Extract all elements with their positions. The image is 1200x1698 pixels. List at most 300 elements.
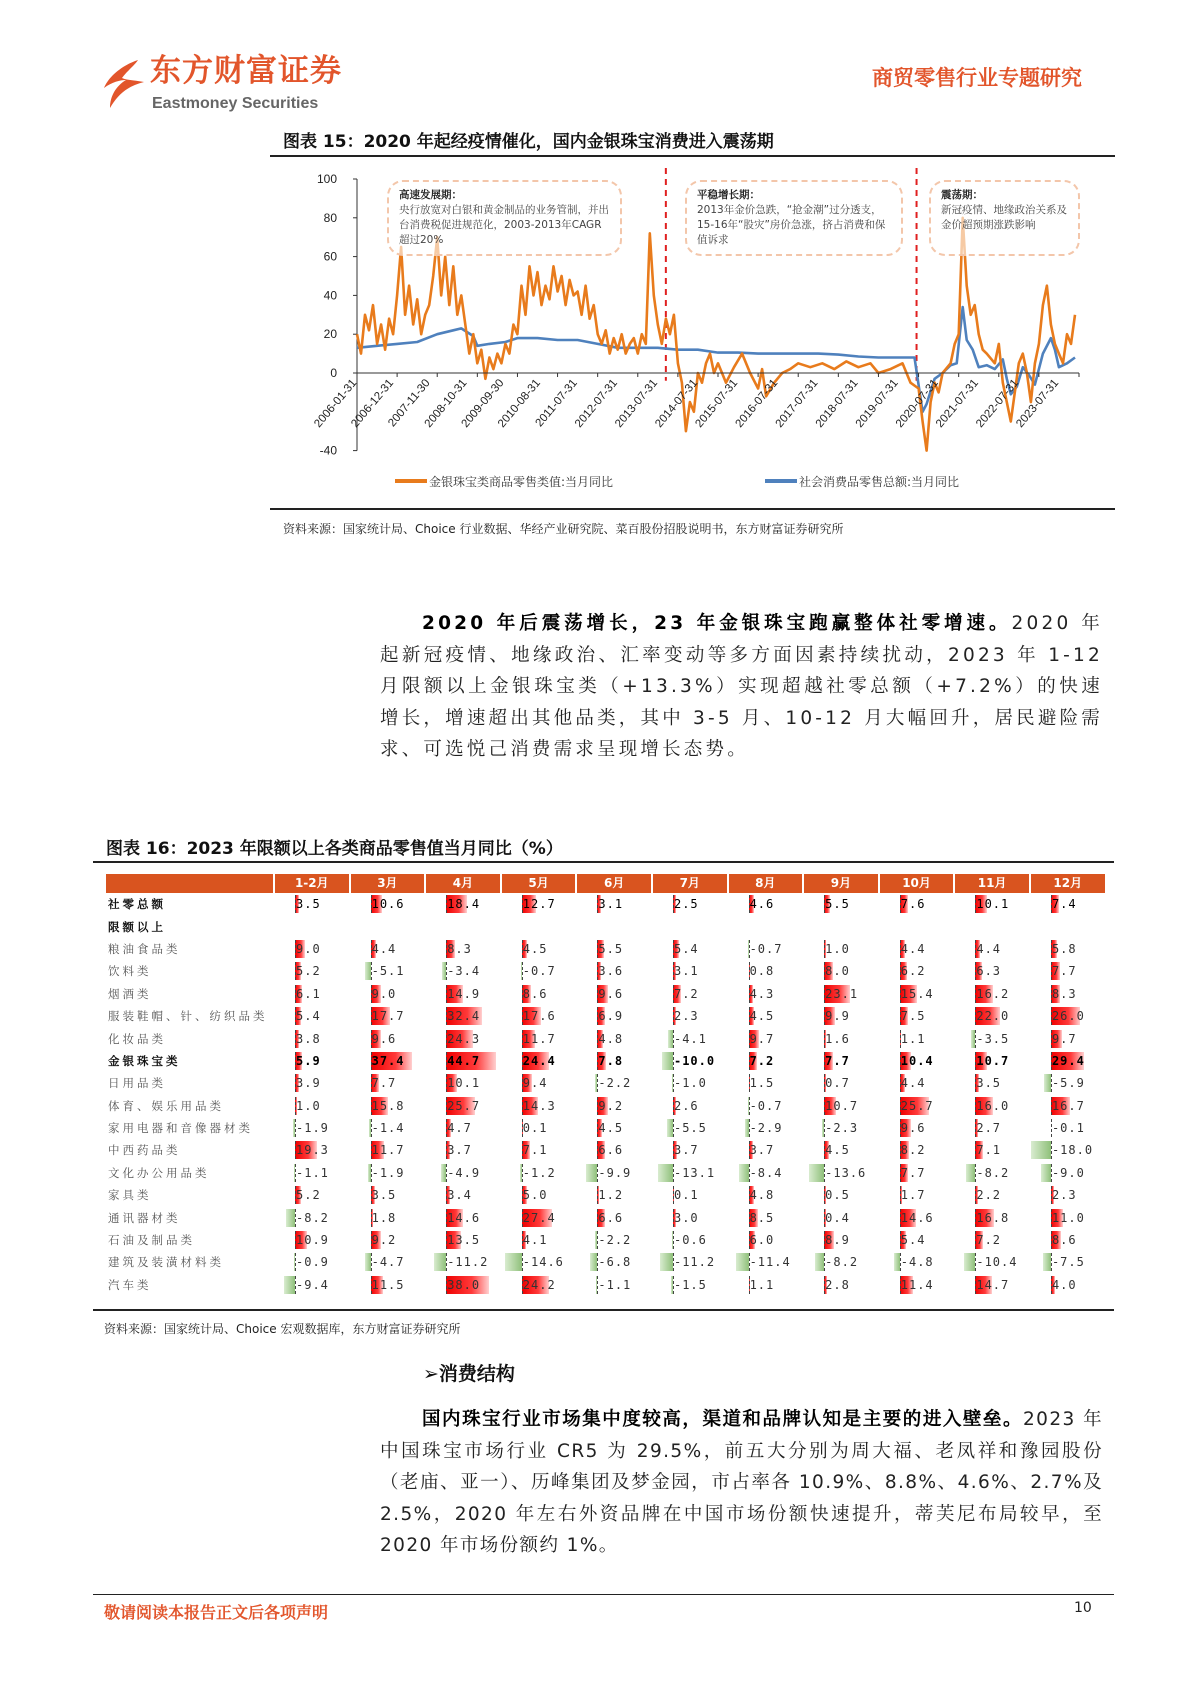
table-cell xyxy=(878,1275,954,1295)
table-cell xyxy=(953,1230,1029,1250)
x-tick-label: 2019-07-31 xyxy=(853,377,901,430)
table-row xyxy=(106,1206,1105,1228)
table-cell xyxy=(727,1252,803,1272)
cell-value: 1.2 xyxy=(598,1188,624,1203)
cell-value: -2.2 xyxy=(598,1233,632,1248)
cell-value: 4.8 xyxy=(598,1031,624,1046)
cell-value: -0.7 xyxy=(749,1098,783,1113)
figure15-source: 资料来源：国家统计局、Choice 行业数据、华经产业研究院、菜百股份招股说明书，东方财富证券研究所 xyxy=(283,522,844,536)
cell-value: -5.9 xyxy=(1051,1076,1085,1091)
table-cell xyxy=(273,1275,349,1295)
table-cell xyxy=(802,1230,878,1250)
row-label: 通讯器材类 xyxy=(108,1210,181,1225)
table-cell xyxy=(727,984,803,1004)
table-cell xyxy=(500,1252,576,1272)
annotation-text: 央行放宽对白银和黄金制品的业务管制，并出台消费税促进规范化，2003-2013年CAGR超过20% xyxy=(399,204,609,246)
cell-value: 9.4 xyxy=(522,1076,548,1091)
cell-value: 0.4 xyxy=(825,1210,850,1225)
table-cell xyxy=(500,1140,576,1160)
cell-value: 6.3 xyxy=(976,964,1002,979)
cell-value: 8.6 xyxy=(522,986,548,1001)
table-cell xyxy=(727,1029,803,1049)
cell-value: 12.7 xyxy=(522,897,556,912)
cell-value: 9.2 xyxy=(598,1098,624,1113)
table-cell xyxy=(349,894,425,914)
cell-value: -0.7 xyxy=(749,941,783,956)
cell-value: -4.8 xyxy=(900,1255,934,1270)
table-cell xyxy=(727,1163,803,1183)
cell-value: -18.0 xyxy=(1051,1143,1094,1158)
table-cell xyxy=(651,1073,727,1093)
retail-table xyxy=(106,874,1105,1296)
table-row xyxy=(106,960,1105,982)
cell-value: 9.9 xyxy=(825,1009,850,1024)
cell-value: 24.4 xyxy=(522,1053,556,1068)
page-number: 10 xyxy=(1074,1600,1092,1616)
cell-value: 10.1 xyxy=(976,897,1010,912)
cell-value: -0.7 xyxy=(522,964,556,979)
table-cell xyxy=(500,961,576,981)
table-cell xyxy=(349,961,425,981)
cell-value: 4.0 xyxy=(1051,1277,1077,1292)
cell-value: 26.0 xyxy=(1051,1009,1085,1024)
table-cell xyxy=(273,1140,349,1160)
table-row xyxy=(106,1072,1105,1094)
data-bar xyxy=(1043,1253,1051,1271)
table-cell xyxy=(727,1208,803,1228)
cell-value: 1.1 xyxy=(749,1277,775,1292)
table-cell xyxy=(727,939,803,959)
x-tick-label: 2012-07-31 xyxy=(573,377,621,430)
table-row xyxy=(106,938,1105,960)
table-cell xyxy=(1029,1208,1105,1228)
cell-value: 8.3 xyxy=(1051,986,1077,1001)
x-tick-label: 2016-07-31 xyxy=(733,377,781,430)
table-cell xyxy=(1029,894,1105,914)
cell-value: 2.5 xyxy=(673,897,699,912)
cell-value: 5.4 xyxy=(296,1009,321,1024)
table-cell xyxy=(651,1096,727,1116)
table-cell xyxy=(424,1275,500,1295)
row-label: 饮料类 xyxy=(108,964,152,979)
cell-value: 9.6 xyxy=(900,1121,926,1136)
cell-value: -1.1 xyxy=(598,1277,632,1292)
table-cell xyxy=(953,1118,1029,1138)
x-tick-label: 2009-09-30 xyxy=(459,377,507,430)
x-tick-label: 2014-07-31 xyxy=(653,377,701,430)
logo-text-cn: 东方财富证券 xyxy=(150,53,342,89)
y-tick-label: 20 xyxy=(323,327,337,342)
x-tick-label: 2020-07-31 xyxy=(893,377,941,430)
cell-value: -1.5 xyxy=(673,1277,707,1292)
table-cell xyxy=(424,1073,500,1093)
table-cell xyxy=(1029,1230,1105,1250)
table-row xyxy=(106,915,1105,937)
cell-value: 17.7 xyxy=(371,1009,405,1024)
cell-value: 9.0 xyxy=(371,986,397,1001)
row-label: 家用电器和音像器材类 xyxy=(108,1121,253,1136)
table-cell xyxy=(1029,1275,1105,1295)
table-cell xyxy=(349,1006,425,1026)
cell-value: 5.9 xyxy=(296,1053,321,1068)
paragraph-lead: 2020 年后震荡增长，23 年金银珠宝跑赢整体社零增速。 xyxy=(422,613,1012,634)
cell-value: 27.4 xyxy=(522,1210,556,1225)
cell-value: 4.5 xyxy=(598,1121,624,1136)
table-cell xyxy=(727,1118,803,1138)
cell-value: 14.3 xyxy=(522,1098,556,1113)
x-tick-label: 2008-10-31 xyxy=(422,377,470,430)
cell-value: -4.7 xyxy=(371,1255,405,1270)
cell-value: 19.3 xyxy=(296,1143,329,1158)
table-cell xyxy=(500,917,576,937)
annotation-title: 高速发展期： xyxy=(399,189,462,201)
cell-value: 0.8 xyxy=(749,964,775,979)
table-cell xyxy=(651,1185,727,1205)
table-cell xyxy=(575,917,651,937)
cell-value: 3.1 xyxy=(598,897,624,912)
row-label: 粮油食品类 xyxy=(108,941,181,956)
cell-value: 10.6 xyxy=(371,897,405,912)
table-cell xyxy=(651,894,727,914)
column-header: 12月 xyxy=(1029,874,1105,893)
table-cell xyxy=(1029,984,1105,1004)
table-cell xyxy=(273,1006,349,1026)
table-row xyxy=(106,1274,1105,1296)
cell-value: 2.8 xyxy=(825,1277,850,1292)
figure15-title: 图表 15：2020 年起经疫情催化，国内金银珠宝消费进入震荡期 xyxy=(283,132,774,152)
cell-value: 16.2 xyxy=(976,986,1010,1001)
data-bar xyxy=(964,1253,976,1271)
row-label: 烟酒类 xyxy=(108,986,152,1001)
table-cell xyxy=(878,1096,954,1116)
x-tick-label: 2007-11-30 xyxy=(386,377,433,430)
table-cell xyxy=(575,1051,651,1071)
cell-value: 6.1 xyxy=(296,986,321,1001)
data-bar xyxy=(736,1253,749,1271)
cell-value: 7.5 xyxy=(900,1009,926,1024)
table-cell xyxy=(651,1006,727,1026)
table-cell xyxy=(727,917,803,937)
cell-value: 38.0 xyxy=(447,1277,481,1292)
cell-value: 4.4 xyxy=(900,1076,926,1091)
cell-value: 4.5 xyxy=(522,941,548,956)
table-header xyxy=(106,874,1105,893)
table-cell xyxy=(878,984,954,1004)
cell-value: -14.6 xyxy=(522,1255,564,1270)
table-cell xyxy=(424,1029,500,1049)
cell-value: -5.5 xyxy=(673,1121,707,1136)
table-cell xyxy=(878,1051,954,1071)
cell-value: 2.2 xyxy=(976,1188,1002,1203)
cell-value: 8.9 xyxy=(825,1233,850,1248)
cell-value: 0.1 xyxy=(522,1121,548,1136)
table-cell xyxy=(878,961,954,981)
table-cell xyxy=(651,1029,727,1049)
cell-value: -1.0 xyxy=(673,1076,707,1091)
cell-value: -0.1 xyxy=(1051,1121,1085,1136)
table-cell xyxy=(1029,1163,1105,1183)
legend-label: 社会消费品零售总额:当月同比 xyxy=(799,475,960,489)
cell-value: 9.2 xyxy=(371,1233,397,1248)
annotation-title: 平稳增长期： xyxy=(697,189,760,201)
divider xyxy=(93,1309,1114,1311)
table-row xyxy=(106,1184,1105,1206)
cell-value: 7.4 xyxy=(1051,897,1077,912)
table-cell xyxy=(424,1208,500,1228)
table-cell xyxy=(575,1029,651,1049)
table-cell xyxy=(273,1118,349,1138)
table-body xyxy=(106,893,1105,1296)
cell-value: 10.1 xyxy=(447,1076,481,1091)
x-tick-label: 2006-01-31 xyxy=(312,377,360,430)
cell-value: -1.9 xyxy=(371,1165,405,1180)
table-cell xyxy=(349,939,425,959)
table-cell xyxy=(727,1006,803,1026)
cell-value: 0.1 xyxy=(673,1188,699,1203)
report-type: 商贸零售行业专题研究 xyxy=(872,66,1082,90)
table-cell xyxy=(349,1185,425,1205)
table-cell xyxy=(500,1230,576,1250)
data-bar xyxy=(284,1276,295,1294)
table-cell xyxy=(273,1185,349,1205)
cell-value: -13.6 xyxy=(825,1165,867,1180)
x-tick-label: 2022-07-31 xyxy=(974,377,1022,430)
cell-value: 3.5 xyxy=(976,1076,1002,1091)
table-cell xyxy=(349,1073,425,1093)
table-cell xyxy=(802,1006,878,1026)
cell-value: 4.1 xyxy=(522,1233,548,1248)
cell-value: -1.9 xyxy=(296,1121,329,1136)
table-cell xyxy=(575,1163,651,1183)
table-cell xyxy=(878,1140,954,1160)
table-cell xyxy=(727,1185,803,1205)
table-cell xyxy=(424,894,500,914)
figure16-title: 图表 16：2023 年限额以上各类商品零售值当月同比（%） xyxy=(106,839,563,859)
table-cell xyxy=(424,961,500,981)
table-cell xyxy=(878,1006,954,1026)
table-row xyxy=(106,1027,1105,1049)
cell-value: -5.1 xyxy=(371,964,405,979)
paragraph xyxy=(380,1404,1103,1562)
row-label: 金银珠宝类 xyxy=(108,1053,181,1068)
cell-value: 4.4 xyxy=(371,941,397,956)
table-row xyxy=(106,1117,1105,1139)
legend-label: 金银珠宝类商品零售类值:当月同比 xyxy=(429,475,614,489)
table-cell xyxy=(953,1029,1029,1049)
table-cell xyxy=(1029,1185,1105,1205)
table-cell xyxy=(575,1252,651,1272)
cell-value: 3.5 xyxy=(296,897,321,912)
x-tick-label: 2013-07-31 xyxy=(613,377,661,430)
table-cell xyxy=(349,1275,425,1295)
cell-value: 10.7 xyxy=(825,1098,859,1113)
table-cell xyxy=(953,1096,1029,1116)
table-cell xyxy=(575,961,651,981)
table-cell xyxy=(424,1185,500,1205)
table-cell xyxy=(500,1029,576,1049)
cell-value: -10.0 xyxy=(673,1053,716,1068)
table-cell xyxy=(953,1140,1029,1160)
table-cell xyxy=(349,1029,425,1049)
table-cell xyxy=(273,1163,349,1183)
data-bar xyxy=(739,1164,748,1182)
cell-value: 4.3 xyxy=(749,986,775,1001)
table-cell xyxy=(953,961,1029,981)
table-cell xyxy=(953,984,1029,1004)
cell-value: -1.1 xyxy=(296,1165,329,1180)
table-cell xyxy=(953,1185,1029,1205)
table-cell xyxy=(802,939,878,959)
table-cell xyxy=(500,1185,576,1205)
cell-value: 2.6 xyxy=(673,1098,699,1113)
cell-value: 9.7 xyxy=(1051,1031,1077,1046)
table-row xyxy=(106,1139,1105,1161)
cell-value: -8.2 xyxy=(296,1210,329,1225)
figure16-source: 资料来源：国家统计局、Choice 宏观数据库，东方财富证券研究所 xyxy=(104,1322,461,1336)
cell-value: 10.7 xyxy=(976,1053,1010,1068)
table-cell xyxy=(273,984,349,1004)
row-label: 日用品类 xyxy=(108,1076,166,1091)
data-bar xyxy=(505,1253,521,1271)
table-cell xyxy=(802,1029,878,1049)
table-cell xyxy=(424,1230,500,1250)
cell-value: 11.7 xyxy=(371,1143,405,1158)
column-header: 5月 xyxy=(500,874,576,893)
table-cell xyxy=(575,1118,651,1138)
cell-value: 0.7 xyxy=(825,1076,850,1091)
cell-value: 11.7 xyxy=(522,1031,556,1046)
table-cell xyxy=(878,1029,954,1049)
table-cell xyxy=(424,917,500,937)
table-cell xyxy=(953,1275,1029,1295)
table-cell xyxy=(575,1208,651,1228)
table-cell xyxy=(953,939,1029,959)
annotation-title: 震荡期： xyxy=(941,189,983,201)
table-cell xyxy=(273,961,349,981)
cell-value: 7.6 xyxy=(900,897,926,912)
cell-value: -6.8 xyxy=(598,1255,632,1270)
table-cell xyxy=(424,1252,500,1272)
row-label: 文化办公用品类 xyxy=(108,1165,210,1180)
cell-value: 9.7 xyxy=(749,1031,775,1046)
table-cell xyxy=(500,1006,576,1026)
table-cell xyxy=(878,939,954,959)
cell-value: 18.4 xyxy=(447,897,481,912)
table-cell xyxy=(651,1140,727,1160)
cell-value: 6.9 xyxy=(598,1009,624,1024)
column-header: 4月 xyxy=(424,874,500,893)
cell-value: 4.4 xyxy=(900,941,926,956)
cell-value: 44.7 xyxy=(447,1053,481,1068)
divider xyxy=(270,508,1115,510)
cell-value: 2.7 xyxy=(976,1121,1002,1136)
cell-value: 4.7 xyxy=(447,1121,472,1136)
cell-value: 24.2 xyxy=(522,1277,556,1292)
cell-value: 6.0 xyxy=(749,1233,775,1248)
cell-value: -8.2 xyxy=(825,1255,859,1270)
row-label: 家具类 xyxy=(108,1188,152,1203)
cell-value: 1.0 xyxy=(296,1098,321,1113)
cell-value: 0.5 xyxy=(825,1188,850,1203)
table-row xyxy=(106,893,1105,915)
table-cell xyxy=(500,1275,576,1295)
cell-value: 2.3 xyxy=(673,1009,699,1024)
cell-value: -1.2 xyxy=(522,1165,556,1180)
table-cell xyxy=(500,1118,576,1138)
table-cell xyxy=(575,1073,651,1093)
table-cell xyxy=(1029,961,1105,981)
header-corner xyxy=(106,874,273,893)
cell-value: 4.6 xyxy=(749,897,775,912)
cell-value: 6.2 xyxy=(900,964,926,979)
table-cell xyxy=(349,1096,425,1116)
cell-value: 25.7 xyxy=(447,1098,481,1113)
annotation-text: 新冠疫情、地缘政治关系及金价超预期涨跌影响 xyxy=(941,204,1067,231)
table-cell xyxy=(1029,939,1105,959)
table-cell xyxy=(651,984,727,1004)
data-bar xyxy=(662,1052,673,1070)
table-cell xyxy=(273,1208,349,1228)
cell-value: 3.6 xyxy=(598,964,624,979)
cell-value: 2.3 xyxy=(1051,1188,1077,1203)
cell-value: 32.4 xyxy=(447,1009,481,1024)
table-cell xyxy=(500,894,576,914)
cell-value: 5.4 xyxy=(900,1233,926,1248)
table-cell xyxy=(1029,917,1105,937)
cell-value: 3.8 xyxy=(296,1031,321,1046)
cell-value: -9.9 xyxy=(598,1165,632,1180)
column-header: 6月 xyxy=(575,874,651,893)
cell-value: -8.4 xyxy=(749,1165,783,1180)
annotation-text: 2013年金价急跌，“抢金潮”过分透支，15-16年“股灾”房价急涨，挤占消费和保值诉求 xyxy=(697,204,886,246)
cell-value: 24.3 xyxy=(447,1031,481,1046)
cell-value: 1.0 xyxy=(825,941,850,956)
cell-value: 9.6 xyxy=(371,1031,397,1046)
table-cell xyxy=(651,1230,727,1250)
cell-value: -11.4 xyxy=(749,1255,791,1270)
cell-value: -9.0 xyxy=(1051,1165,1085,1180)
cell-value: 9.0 xyxy=(296,941,321,956)
table-cell xyxy=(500,1073,576,1093)
cell-value: 3.7 xyxy=(749,1143,775,1158)
cell-value: -9.4 xyxy=(296,1277,329,1292)
table-row xyxy=(106,983,1105,1005)
table-row xyxy=(106,1050,1105,1072)
table-cell xyxy=(575,984,651,1004)
table-cell xyxy=(802,1252,878,1272)
table-cell xyxy=(802,984,878,1004)
table-cell xyxy=(651,939,727,959)
cell-value: -0.6 xyxy=(673,1233,707,1248)
cell-value: 3.9 xyxy=(296,1076,321,1091)
data-bar xyxy=(586,1164,597,1182)
cell-value: 10.9 xyxy=(296,1233,329,1248)
table-cell xyxy=(273,1252,349,1272)
cell-value: -0.9 xyxy=(296,1255,329,1270)
cell-value: 29.4 xyxy=(1051,1053,1085,1068)
data-bar xyxy=(434,1253,447,1271)
cell-value: 6.6 xyxy=(598,1143,624,1158)
cell-value: -11.2 xyxy=(673,1255,716,1270)
table-cell xyxy=(575,1230,651,1250)
table-cell xyxy=(273,1230,349,1250)
data-bar xyxy=(815,1253,824,1271)
bullet-arrow-icon: ➢ xyxy=(423,1363,439,1385)
cell-value: 13.5 xyxy=(447,1233,481,1248)
table-cell xyxy=(575,1185,651,1205)
cell-value: 9.6 xyxy=(598,986,624,1001)
table-cell xyxy=(424,1096,500,1116)
